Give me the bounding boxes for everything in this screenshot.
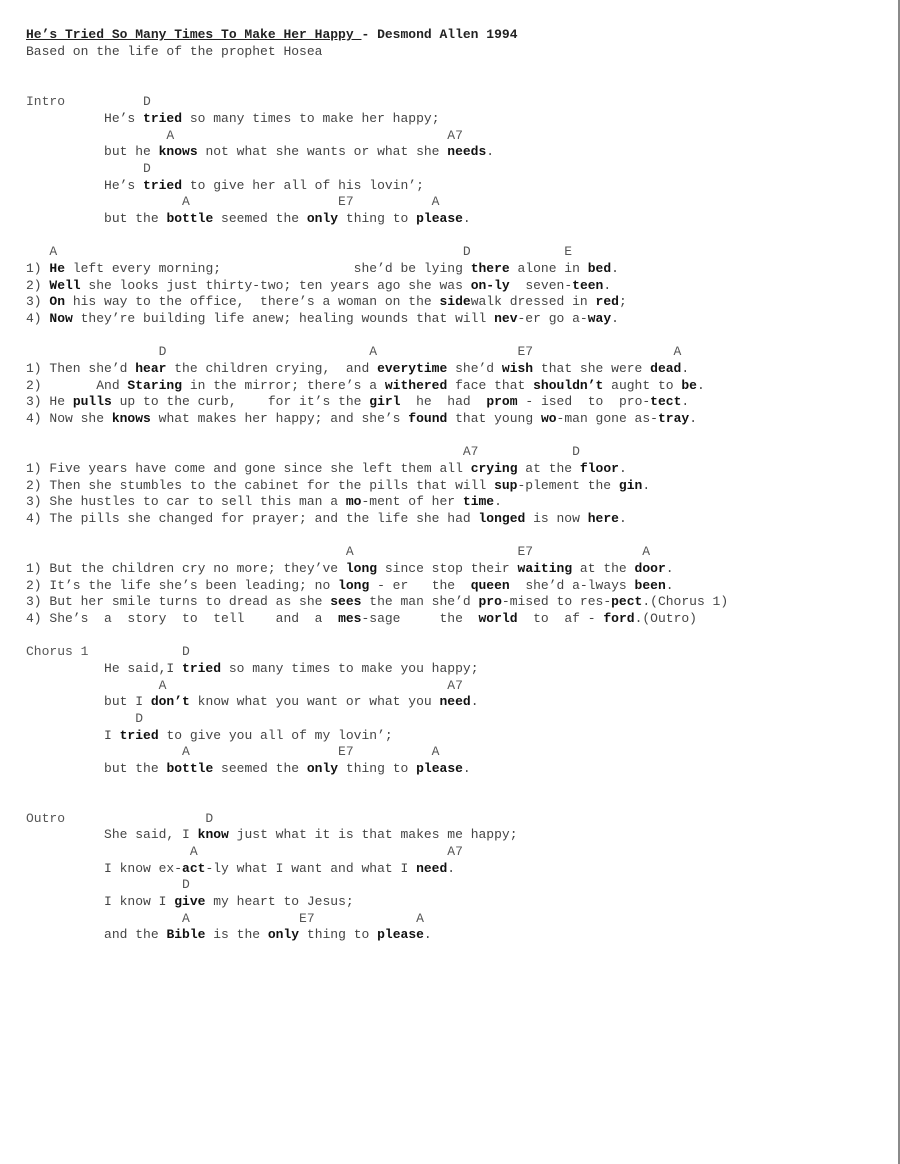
emphasized-word: found [408, 411, 448, 426]
lyric-line [26, 660, 479, 677]
emphasized-word: door [634, 561, 666, 576]
emphasized-word: only [306, 761, 339, 776]
lyric-text: He said,I [26, 661, 183, 676]
lyric-text: is now [525, 511, 588, 526]
emphasized-word: world [478, 611, 518, 626]
emphasized-word: red [595, 294, 619, 309]
emphasized-word: pect [611, 594, 643, 609]
lyric-text: 4) [26, 311, 50, 326]
lyric-text: so many times to make her happy; [182, 111, 440, 126]
lyric-text: alone in [509, 261, 588, 276]
lyric-text: .(Outro) [634, 611, 697, 626]
lyric-text: . [462, 761, 471, 776]
emphasized-word: tray [657, 411, 690, 426]
chord-line [26, 343, 681, 360]
chord-line [26, 677, 463, 694]
emphasized-word: long [338, 578, 370, 593]
lyric-text: . [665, 578, 674, 593]
chord-line [26, 710, 143, 727]
lyric-line [26, 560, 674, 577]
lyric-text: up to the curb, for it’s the [111, 394, 370, 409]
lyric-text: A E7 A [26, 744, 440, 759]
lyric-text: thing to [338, 761, 417, 776]
lyric-line [26, 210, 471, 227]
lyric-line [26, 577, 674, 594]
emphasized-word: He [49, 261, 66, 276]
lyric-text: . [642, 478, 651, 493]
lyric-text: ; [618, 294, 627, 309]
lyric-text: 3) [26, 294, 50, 309]
lyric-text: 2) Then she stumbles to the cabinet for the pills that will [26, 478, 495, 493]
lyric-text: she’d [447, 361, 502, 376]
emphasized-word: there [470, 261, 510, 276]
lyric-text: since stop their [377, 561, 518, 576]
lyric-text: Outro D [26, 811, 214, 826]
song-title [26, 26, 518, 43]
lyric-text: they’re building life anew; healing wounds that will [72, 311, 495, 326]
emphasized-word: sees [330, 594, 362, 609]
lyric-text: he had [400, 394, 487, 409]
lyric-text: He’s [26, 178, 144, 193]
lyric-line [26, 143, 494, 160]
emphasized-word: sup [494, 478, 518, 493]
lyric-text: what makes her happy; and she’s [150, 411, 409, 426]
emphasized-word: tried [119, 728, 159, 743]
lyric-text: . [696, 378, 705, 393]
emphasized-word: long [345, 561, 378, 576]
chord-line [26, 910, 424, 927]
emphasized-word: please [416, 211, 463, 226]
song-subtitle: Based on the life of the prophet Hosea [26, 44, 323, 59]
lyric-text: but he [26, 144, 159, 159]
lyric-text: 4) She’s a story to tell and a [26, 611, 339, 626]
emphasized-word: shouldn’t [533, 378, 604, 393]
chord-line [26, 743, 439, 760]
lyric-text: seven- [509, 278, 573, 293]
lyric-text: -man gone as- [556, 411, 658, 426]
lyric-text: to give her all of his lovin’; [182, 178, 424, 193]
chord-line [26, 243, 572, 260]
emphasized-word: queen [470, 578, 510, 593]
emphasized-word: knows [111, 411, 151, 426]
lyric-line [26, 177, 424, 194]
lyric-line [26, 893, 354, 910]
chord-line [26, 543, 650, 560]
lyric-text: . [423, 927, 432, 942]
emphasized-word: pulls [72, 394, 112, 409]
lyric-text: . [681, 361, 690, 376]
emphasized-word: Staring [127, 378, 183, 393]
lyric-line [26, 377, 705, 394]
chord-line [26, 876, 190, 893]
lyric-text: -plement the [517, 478, 619, 493]
emphasized-word: need [416, 861, 448, 876]
lyric-line [26, 360, 689, 377]
emphasized-word: longed [478, 511, 526, 526]
emphasized-word: bed [587, 261, 612, 276]
emphasized-word: crying [470, 461, 518, 476]
emphasized-word: gin [618, 478, 643, 493]
lyric-text: that young [447, 411, 541, 426]
lyric-line [26, 477, 650, 494]
lyric-text: 3) She hustles to car to sell this man a [26, 494, 346, 509]
lyric-text: 4) The pills she changed for prayer; and the life she had [26, 511, 479, 526]
emphasized-word: side [439, 294, 471, 309]
lyric-text: 2) It’s the life she’s been leading; no [26, 578, 339, 593]
emphasized-word: need [439, 694, 471, 709]
lyric-text: D A E7 A [26, 344, 682, 359]
lyric-text: . [618, 511, 627, 526]
lyric-text: She said, I [26, 827, 198, 842]
chord-line [26, 193, 439, 210]
emphasized-word: been [634, 578, 666, 593]
lyric-text: at the [572, 561, 635, 576]
emphasized-word: tried [143, 111, 183, 126]
lyric-text: to give you all of my lovin’; [158, 728, 393, 743]
emphasized-word: teen [572, 278, 604, 293]
lyric-text: . [681, 394, 690, 409]
emphasized-word: be [681, 378, 697, 393]
lyric-text: she’d a-lways [509, 578, 635, 593]
lyric-line [26, 693, 479, 710]
lyric-text: -sage the [361, 611, 479, 626]
lyric-text: D [26, 161, 151, 176]
lyric-line [26, 393, 689, 410]
emphasized-word: bottle [166, 761, 214, 776]
emphasized-word: on-ly [470, 278, 510, 293]
emphasized-word: mes [338, 611, 362, 626]
lyric-text: . [611, 261, 619, 276]
emphasized-word: hear [135, 361, 167, 376]
lyric-text: . [447, 861, 456, 876]
lyric-text: seemed the [213, 761, 307, 776]
lyric-text: 2) And [26, 378, 128, 393]
lyric-text: -er go a- [517, 311, 588, 326]
lyric-text: that she were [533, 361, 651, 376]
lyric-text: .(Chorus 1) [642, 594, 729, 609]
emphasized-word: Well [49, 278, 81, 293]
lyric-text: is the [205, 927, 268, 942]
lyric-text: in the mirror; there’s a [182, 378, 385, 393]
lyric-line [26, 727, 393, 744]
chord-line [26, 643, 190, 660]
lyric-text: . [486, 144, 495, 159]
lyric-text: at the [517, 461, 580, 476]
emphasized-word: know [197, 827, 229, 842]
lyric-text: I know I [26, 894, 175, 909]
lyric-line [26, 610, 697, 627]
emphasized-word: Now [49, 311, 73, 326]
lyric-text: 1) [26, 261, 50, 276]
lyric-text: . [603, 278, 612, 293]
lyric-text: the children crying, and [166, 361, 378, 376]
lyric-text: . [665, 561, 674, 576]
lyric-text: A D E [26, 244, 573, 259]
lyric-text: not what she wants or what she [197, 144, 448, 159]
emphasized-word: wo [540, 411, 557, 426]
lyric-line [26, 760, 471, 777]
lyric-line [26, 860, 455, 877]
emphasized-word: please [377, 927, 424, 942]
lyric-text: He’s [26, 111, 144, 126]
emphasized-word: needs [447, 144, 487, 159]
lyric-text: I know ex- [26, 861, 183, 876]
lyric-line [26, 277, 611, 294]
emphasized-word: time [462, 494, 495, 509]
chord-line [26, 843, 463, 860]
lyric-line [26, 110, 440, 127]
lyric-text: just what it is that makes me happy; [228, 827, 518, 842]
lyric-text: . [462, 211, 471, 226]
lyric-text: D [26, 877, 190, 892]
chord-line [26, 127, 463, 144]
emphasized-word: only [306, 211, 339, 226]
chord-line [26, 93, 151, 110]
lyric-text: and the [26, 927, 167, 942]
emphasized-word: dead [650, 361, 682, 376]
lyric-line [26, 293, 627, 310]
lyric-text: - er the [369, 578, 471, 593]
emphasized-word: floor [579, 461, 619, 476]
lyric-line [26, 926, 432, 943]
lyric-text: 4) Now she [26, 411, 112, 426]
lyric-text: walk dressed in [470, 294, 596, 309]
lyric-text: . [618, 461, 627, 476]
lyric-text: . [470, 694, 479, 709]
lyric-line [26, 460, 627, 477]
lyric-text: . [611, 311, 619, 326]
emphasized-word: way [587, 311, 612, 326]
emphasized-word: withered [384, 378, 448, 393]
emphasized-word: mo [345, 494, 362, 509]
lyric-line [26, 260, 619, 277]
emphasized-word: knows [158, 144, 198, 159]
emphasized-word: here [587, 511, 619, 526]
emphasized-word: pro [478, 594, 502, 609]
emphasized-word: Bible [166, 927, 206, 942]
lyric-text: aught to [603, 378, 682, 393]
lyric-text: -mised to res- [501, 594, 612, 609]
lyric-text: A A7 [26, 678, 463, 693]
lyric-text: left every morning; she’d be lying [65, 261, 471, 276]
emphasized-word: don’t [150, 694, 190, 709]
lyric-text: his way to the office, there’s a woman on the [65, 294, 440, 309]
lyric-line [26, 510, 627, 527]
lyric-text: 1) Five years have come and gone since she left them all [26, 461, 471, 476]
emphasized-word: girl [369, 394, 401, 409]
lyric-text: A E7 A [26, 194, 440, 209]
lyric-text: thing to [338, 211, 417, 226]
lyric-text: 1) But the children cry no more; they’ve [26, 561, 346, 576]
lyric-text: seemed the [213, 211, 307, 226]
emphasized-word: nev [494, 311, 518, 326]
emphasized-word: tried [182, 661, 222, 676]
lyric-text: 3) He [26, 394, 73, 409]
lyric-text: but the [26, 211, 167, 226]
chord-line [26, 810, 213, 827]
lyric-text: face that [447, 378, 534, 393]
chord-line [26, 443, 580, 460]
lyric-text: D [26, 711, 144, 726]
lyric-text: 1) Then she’d [26, 361, 136, 376]
lyric-text: to af - [517, 611, 604, 626]
lyric-text: - ised to pro- [517, 394, 651, 409]
emphasized-word: tect [650, 394, 682, 409]
lyric-text: -ment of her [361, 494, 463, 509]
lyric-text: know what you want or what you [189, 694, 440, 709]
lyric-text: -ly what I want and what I [205, 861, 417, 876]
lyric-text: A A7 [26, 128, 463, 143]
lyric-text: my heart to Jesus; [205, 894, 354, 909]
song-byline: - Desmond Allen 1994 [361, 27, 518, 42]
lyric-line [26, 826, 518, 843]
lyric-text: so many times to make you happy; [221, 661, 479, 676]
lyric-text: but I [26, 694, 151, 709]
lyric-text: I [26, 728, 120, 743]
emphasized-word: waiting [517, 561, 573, 576]
lyric-line [26, 410, 697, 427]
emphasized-word: prom [486, 394, 518, 409]
lyric-text: . [494, 494, 502, 509]
emphasized-word: wish [501, 361, 534, 376]
emphasized-word: act [182, 861, 206, 876]
lyric-text: but the [26, 761, 167, 776]
lyric-text: A E7 A [26, 544, 651, 559]
lyric-text: she looks just thirty-two; ten years ago she was [80, 278, 471, 293]
lyric-text: . [689, 411, 697, 426]
emphasized-word: tried [143, 178, 183, 193]
emphasized-word: only [267, 927, 300, 942]
emphasized-word: please [416, 761, 463, 776]
lyric-text: 3) But her smile turns to dread as she [26, 594, 331, 609]
lyric-text: A7 D [26, 444, 580, 459]
lyric-text: Intro D [26, 94, 151, 109]
lyric-line [26, 493, 502, 510]
lyric-text: A E7 A [26, 911, 424, 926]
lyric-line [26, 310, 619, 327]
emphasized-word: everytime [377, 361, 448, 376]
emphasized-word: bottle [166, 211, 214, 226]
lyric-text: 2) [26, 278, 50, 293]
emphasized-word: give [174, 894, 206, 909]
emphasized-word: On [49, 294, 66, 309]
emphasized-word: ford [603, 611, 635, 626]
chord-line [26, 160, 151, 177]
lyric-text: thing to [299, 927, 378, 942]
lyric-text: the man she’d [361, 594, 479, 609]
song-title-text: He’s Tried So Many Times To Make Her Happy [26, 27, 362, 42]
lyric-text: Chorus 1 D [26, 644, 190, 659]
lyric-line [26, 593, 728, 610]
lyric-text: A A7 [26, 844, 463, 859]
